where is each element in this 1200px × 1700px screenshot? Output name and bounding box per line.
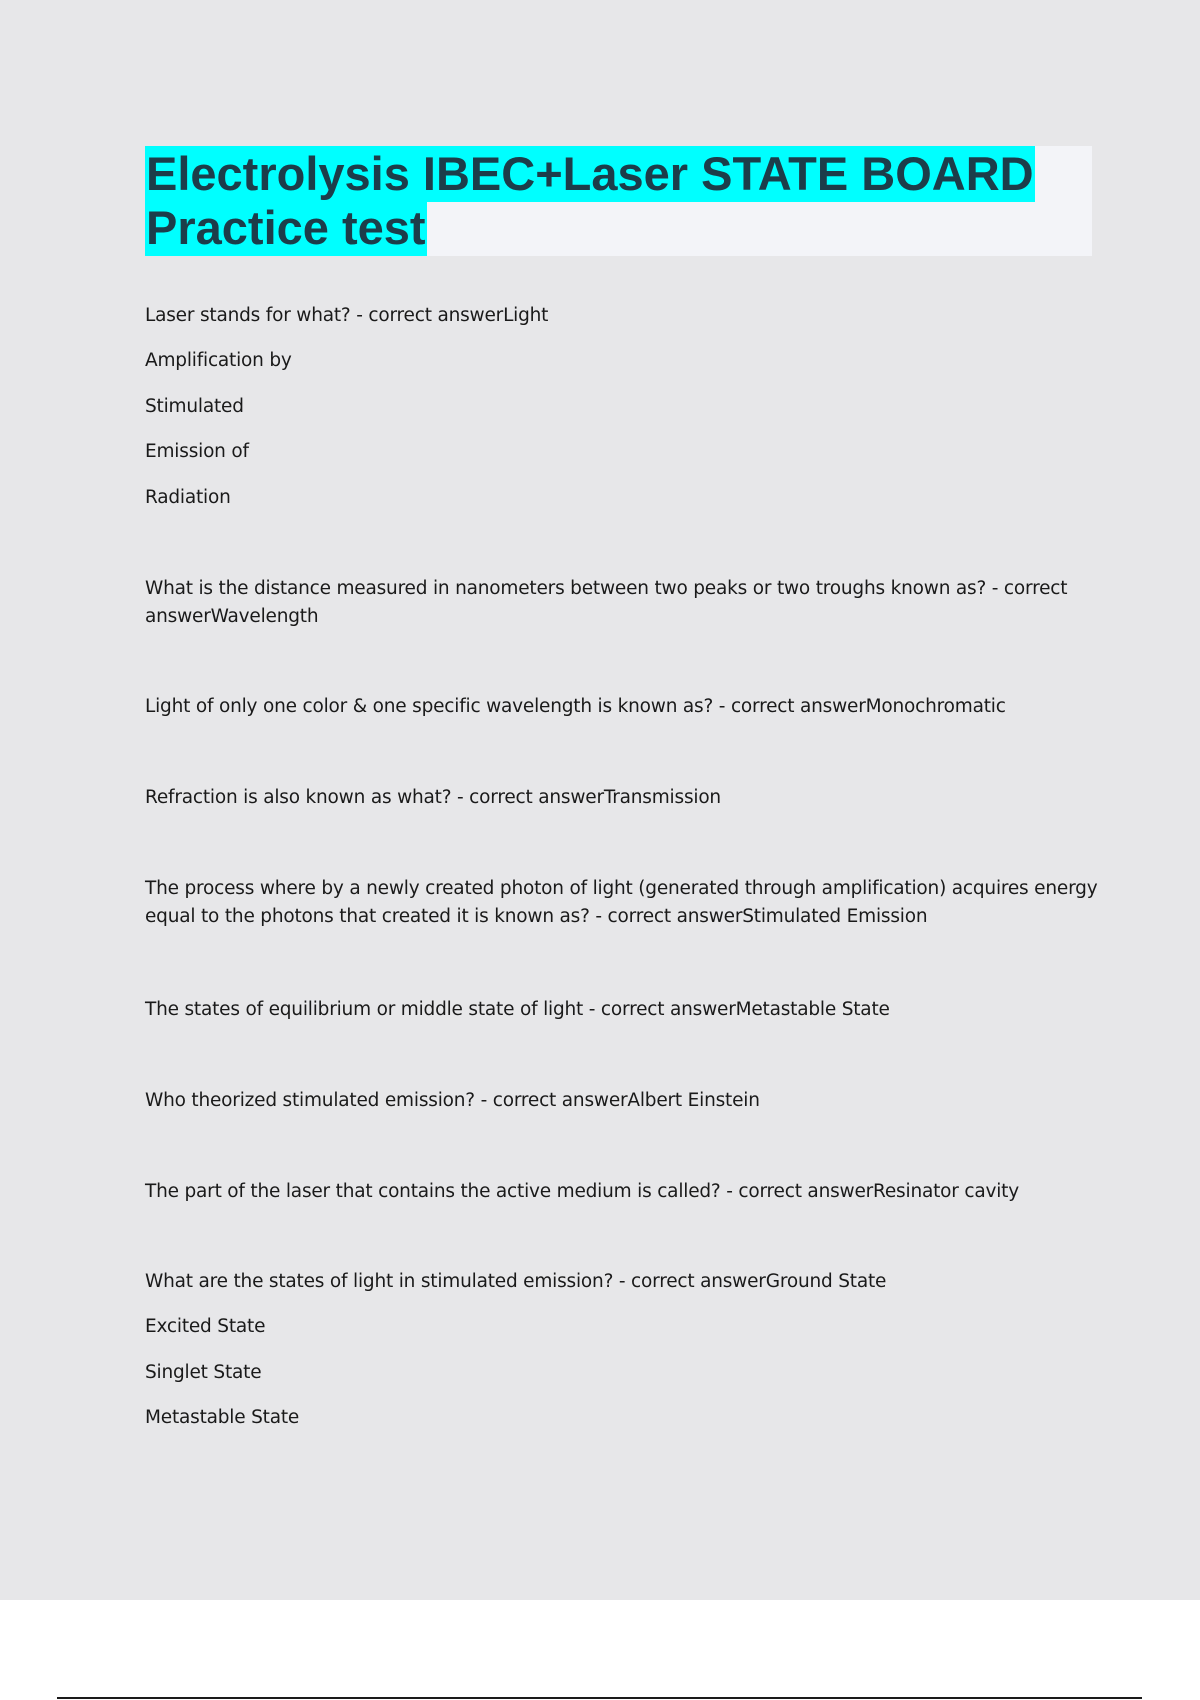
qa-item-5 (145, 875, 1098, 931)
qa-item-4 (145, 784, 1090, 812)
qa-question-answer-line-1: The process where by a newly created photon of light (generated through amplification) acquires energy (145, 878, 1098, 899)
qa-question-answer: Light of only one color & one specific wavelength is known as? - correct answerMonochromatic (145, 696, 1006, 717)
qa-question-answer: The states of equilibrium or middle state of light - correct answerMetastable State (145, 999, 890, 1020)
title-block (145, 146, 1092, 256)
qa-answer-continuation: Excited State (145, 1316, 266, 1337)
document-title-line-2: Practice test (146, 201, 426, 254)
footer-divider (57, 1697, 1142, 1699)
qa-item-7 (145, 1087, 1090, 1115)
qa-question-answer-line-2: answerWavelength (145, 606, 319, 627)
qa-question-answer: The part of the laser that contains the active medium is called? - correct answerResinator cavity (145, 1181, 1019, 1202)
qa-question-answer: Refraction is also known as what? - correct answerTransmission (145, 787, 721, 808)
qa-question-answer-line-1: What is the distance measured in nanometers between two peaks or two troughs known as? - correct (145, 578, 1068, 599)
qa-item-9 (145, 1268, 1090, 1296)
qa-question-answer: What are the states of light in stimulated emission? - correct answerGround State (145, 1271, 887, 1292)
qa-answer-continuation: Stimulated (145, 396, 244, 417)
qa-answer-continuation: Amplification by (145, 350, 292, 371)
qa-question-answer: Who theorized stimulated emission? - correct answerAlbert Einstein (145, 1090, 760, 1111)
qa-question-answer-line-2: equal to the photons that created it is known as? - correct answerStimulated Emission (145, 906, 928, 927)
qa-answer-continuation: Radiation (145, 487, 231, 508)
document-title-line-1: Electrolysis IBEC+Laser STATE BOARD (146, 147, 1034, 200)
qa-item-1 (145, 302, 1090, 330)
qa-answer-continuation: Emission of (145, 441, 249, 462)
qa-item-2 (145, 575, 1090, 631)
qa-answer-continuation: Metastable State (145, 1407, 300, 1428)
qa-answer-continuation: Singlet State (145, 1362, 262, 1383)
qa-item-6 (145, 996, 1090, 1024)
qa-question-answer: Laser stands for what? - correct answerLight (145, 305, 549, 326)
qa-item-3 (145, 693, 1090, 721)
qa-item-8 (145, 1178, 1090, 1206)
